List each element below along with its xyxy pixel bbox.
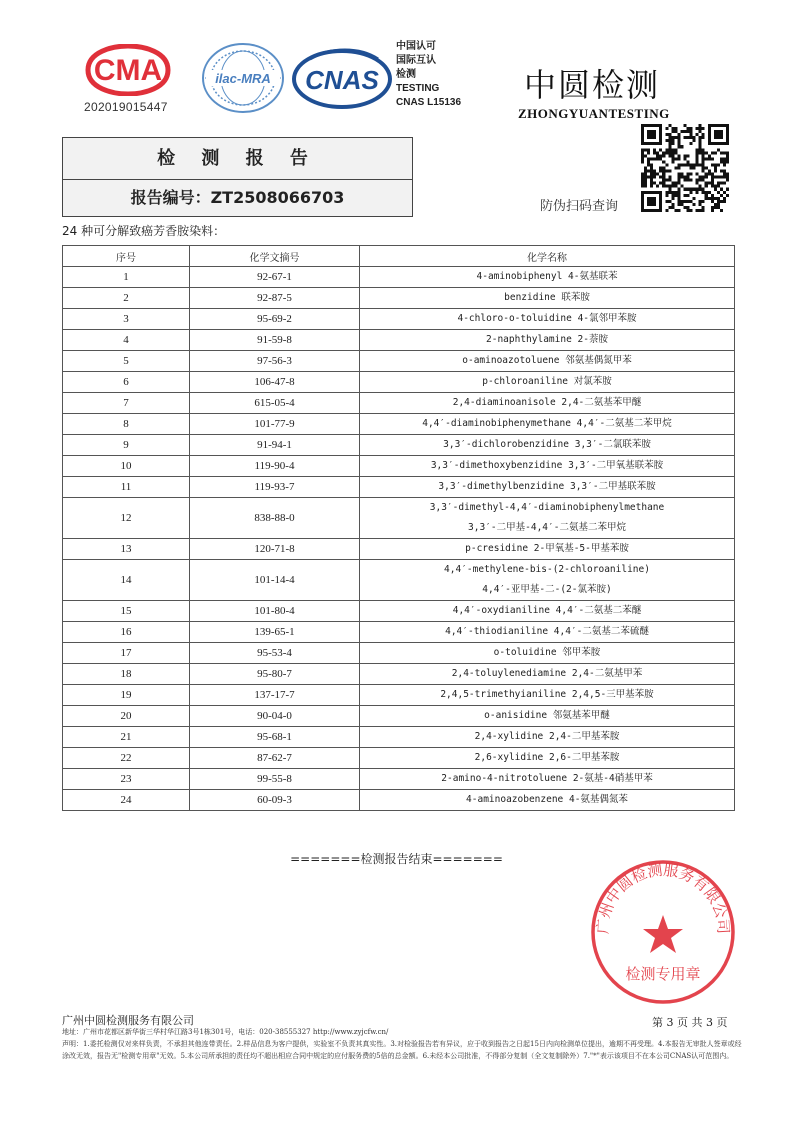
table-row [63, 643, 735, 664]
cas-number: 87-62-7 [190, 748, 360, 769]
chemical-name-line: o-anisidine 邻氨基苯甲醚 [484, 710, 610, 721]
cas-number: 119-93-7 [190, 477, 360, 498]
table-row [63, 769, 735, 790]
cma-number: 202019015447 [84, 100, 168, 114]
chemical-name [360, 601, 735, 622]
row-number: 14 [63, 560, 190, 601]
cas-number: 91-59-8 [190, 330, 360, 351]
chemical-name-line: 2-naphthylamine 2-萘胺 [486, 334, 608, 345]
cas-number: 101-14-4 [190, 560, 360, 601]
cas-number: 137-17-7 [190, 685, 360, 706]
section-title: 24 种可分解致癌芳香胺染料： [62, 224, 226, 238]
chemical-name [360, 643, 735, 664]
row-number: 3 [63, 309, 190, 330]
table-row [63, 560, 735, 601]
chemical-name-line: 3,3′-二甲基-4,4′-二氨基二苯甲烷 [468, 522, 626, 533]
row-number: 12 [63, 498, 190, 539]
chemical-name [360, 769, 735, 790]
row-number: 4 [63, 330, 190, 351]
chemical-name [360, 539, 735, 560]
row-number: 22 [63, 748, 190, 769]
header-name: 化学名称 [360, 246, 735, 267]
cnas-line: TESTING [396, 83, 440, 94]
chemical-name-line: 3,3′-dimethoxybenzidine 3,3′-二甲氧基联苯胺 [430, 460, 664, 471]
chemical-name-line: o-aminoazotoluene 邻氨基偶氮甲苯 [462, 355, 632, 366]
cas-number: 95-80-7 [190, 664, 360, 685]
chemical-name-line: 4-aminoazobenzene 4-氨基偶氮苯 [466, 794, 628, 805]
cas-number: 615-05-4 [190, 393, 360, 414]
cnas-line: 中国认可 [396, 41, 436, 52]
chemical-name-line: benzidine 联苯胺 [504, 292, 590, 303]
chemical-name-line: 3,3′-dichlorobenzidine 3,3′-二氯联苯胺 [443, 439, 651, 450]
row-number: 2 [63, 288, 190, 309]
cas-number: 60-09-3 [190, 790, 360, 811]
company-seal-stamp [588, 857, 738, 1007]
ilac-mra-logo-text: ilac-MRA [215, 71, 271, 86]
report-title-box [62, 137, 413, 217]
cas-number: 97-56-3 [190, 351, 360, 372]
row-number: 21 [63, 727, 190, 748]
cas-number: 95-69-2 [190, 309, 360, 330]
row-number: 11 [63, 477, 190, 498]
cnas-line: CNAS L15136 [396, 97, 462, 108]
row-number: 5 [63, 351, 190, 372]
table-row [63, 288, 735, 309]
cnas-accreditation-text [396, 40, 461, 110]
chemical-name-line: 2,4-toluylenediamine 2,4-二氨基甲苯 [451, 668, 643, 679]
table-row [63, 414, 735, 435]
row-number: 24 [63, 790, 190, 811]
chemical-name-line: 4,4′-methylene-bis-(2-chloroaniline) [444, 564, 650, 575]
table-row [63, 330, 735, 351]
chemical-name [360, 498, 735, 539]
cas-number: 101-77-9 [190, 414, 360, 435]
seal-ring-text: 广州中圆检测服务有限公司 [593, 860, 733, 935]
cas-number: 95-68-1 [190, 727, 360, 748]
chemical-name [360, 622, 735, 643]
cas-number: 101-80-4 [190, 601, 360, 622]
header-cas: 化学文摘号 [190, 246, 360, 267]
row-number: 16 [63, 622, 190, 643]
table-row [63, 477, 735, 498]
cas-number: 139-65-1 [190, 622, 360, 643]
chemical-name [360, 748, 735, 769]
row-number: 15 [63, 601, 190, 622]
row-number: 1 [63, 267, 190, 288]
table-row [63, 622, 735, 643]
cas-number: 119-90-4 [190, 456, 360, 477]
chemical-name [360, 414, 735, 435]
table-row [63, 309, 735, 330]
cas-number: 95-53-4 [190, 643, 360, 664]
chemical-name [360, 267, 735, 288]
table-row [63, 664, 735, 685]
row-number: 23 [63, 769, 190, 790]
brand-name-cn: 中圆检测 [524, 66, 661, 104]
table-row [63, 706, 735, 727]
chemical-name [360, 560, 735, 601]
chemical-name [360, 393, 735, 414]
table-row [63, 267, 735, 288]
footer-address: 地址：广州市花都区新华街三华村华江路3号1栋301号，电话：020-38555327 http://www.zyjcfw.cn/ [62, 1028, 389, 1036]
amine-table [62, 245, 735, 811]
table-row [63, 748, 735, 769]
cma-logo-text: CMA [93, 54, 163, 87]
page-number: 第 3 页 共 3 页 [652, 1016, 728, 1029]
chemical-name [360, 727, 735, 748]
chemical-name [360, 288, 735, 309]
chemical-name [360, 706, 735, 727]
table-row [63, 351, 735, 372]
chemical-name [360, 330, 735, 351]
cma-logo [82, 44, 174, 96]
cas-number: 99-55-8 [190, 769, 360, 790]
chemical-name-line: o-toluidine 邻甲苯胺 [493, 647, 601, 658]
cnas-logo-text: CNAS [305, 65, 379, 95]
row-number: 6 [63, 372, 190, 393]
table-row [63, 685, 735, 706]
table-row [63, 435, 735, 456]
cas-number: 91-94-1 [190, 435, 360, 456]
chemical-name-line: 3,3′-dimethylbenzidine 3,3′-二甲基联苯胺 [438, 481, 656, 492]
cas-number: 92-67-1 [190, 267, 360, 288]
footer-declaration: 声明：1.委托检测仅对来样负责，不承担其他连带责任。2.样品信息为客户提供，实验室不负责其真实性。3.对检验报告若有异议，应于收到报告之日起15日内向检测单位提出，逾期不再受理。4.本报告无审批人签章或经涂改无效，报告无"检测专用章"无效。5.本公司所承担的责任均不超出相应合同中规定的应付服务费的5倍的总金额。6.未经本公司批准，不得部分复制（全文复制除外）7."*"表示该项目不在本公司CNAS认可范围内。 [62, 1040, 742, 1060]
chemical-name-line: 4,4′-thiodianiline 4,4′-二氨基二苯硫醚 [445, 626, 649, 637]
table-row [63, 372, 735, 393]
cas-number: 92-87-5 [190, 288, 360, 309]
chemical-name [360, 435, 735, 456]
report-end-marker: =======检测报告结束======= [290, 852, 503, 866]
row-number: 7 [63, 393, 190, 414]
table-row [63, 498, 735, 539]
report-title: 检 测 报 告 [63, 138, 412, 180]
row-number: 8 [63, 414, 190, 435]
qr-code-icon[interactable] [641, 124, 729, 212]
table-row [63, 456, 735, 477]
row-number: 9 [63, 435, 190, 456]
row-number: 19 [63, 685, 190, 706]
chemical-name-line: p-chloroaniline 对氯苯胺 [482, 376, 612, 387]
row-number: 10 [63, 456, 190, 477]
row-number: 17 [63, 643, 190, 664]
chemical-name-line: 4,4′-oxydianiline 4,4′-二氨基二苯醚 [452, 605, 642, 616]
chemical-name-line: 2,4-diaminoanisole 2,4-二氨基苯甲醚 [452, 397, 642, 408]
chemical-name-line: 4,4′-亚甲基-二-(2-氯苯胺) [482, 584, 612, 595]
cas-number: 90-04-0 [190, 706, 360, 727]
table-header-row [63, 246, 735, 267]
cas-number: 838-88-0 [190, 498, 360, 539]
chemical-name [360, 309, 735, 330]
chemical-name-line: 2,4,5-trimethyianiline 2,4,5-三甲基苯胺 [440, 689, 654, 700]
row-number: 13 [63, 539, 190, 560]
cas-number: 106-47-8 [190, 372, 360, 393]
chemical-name-line: 2-amino-4-nitrotoluene 2-氨基-4硝基甲苯 [441, 773, 653, 784]
footer-company: 广州中圆检测服务有限公司 [62, 1014, 194, 1027]
chemical-name-line: p-cresidine 2-甲氧基-5-甲基苯胺 [465, 543, 629, 554]
table-row [63, 727, 735, 748]
cnas-line: 检测 [396, 69, 416, 80]
report-number: ZT2508066703 [210, 188, 345, 207]
chemical-name [360, 351, 735, 372]
cnas-logo [290, 47, 395, 111]
table-row [63, 601, 735, 622]
chemical-name [360, 456, 735, 477]
chemical-name-line: 4,4′-diaminobiphenymethane 4,4′-二氨基二苯甲烷 [422, 418, 672, 429]
brand-name-en: ZHONGYUANTESTING [518, 106, 670, 121]
cnas-line: 国际互认 [396, 55, 436, 66]
chemical-name-line: 2,6-xylidine 2,6-二甲基苯胺 [474, 752, 620, 763]
row-number: 18 [63, 664, 190, 685]
chemical-name-line: 4-chloro-o-toluidine 4-氯邻甲苯胺 [457, 313, 637, 324]
chemical-name [360, 372, 735, 393]
seal-sub-text: 检测专用章 [625, 965, 701, 983]
table-row [63, 539, 735, 560]
cas-number: 120-71-8 [190, 539, 360, 560]
chemical-name-line: 4-aminobiphenyl 4-氨基联苯 [476, 271, 618, 282]
table-row [63, 790, 735, 811]
row-number: 20 [63, 706, 190, 727]
table-row [63, 393, 735, 414]
report-number-line [63, 180, 412, 216]
chemical-name [360, 685, 735, 706]
chemical-name [360, 477, 735, 498]
ilac-mra-logo [200, 42, 286, 114]
header-no: 序号 [63, 246, 190, 267]
chemical-name-line: 2,4-xylidine 2,4-二甲基苯胺 [474, 731, 620, 742]
chemical-name [360, 664, 735, 685]
qr-code-label: 防伪扫码查询 [540, 199, 619, 214]
chemical-name [360, 790, 735, 811]
report-number-label: 报告编号： [130, 188, 211, 207]
chemical-name-line: 3,3′-dimethyl-4,4′-diaminobiphenylmethane [429, 502, 665, 513]
